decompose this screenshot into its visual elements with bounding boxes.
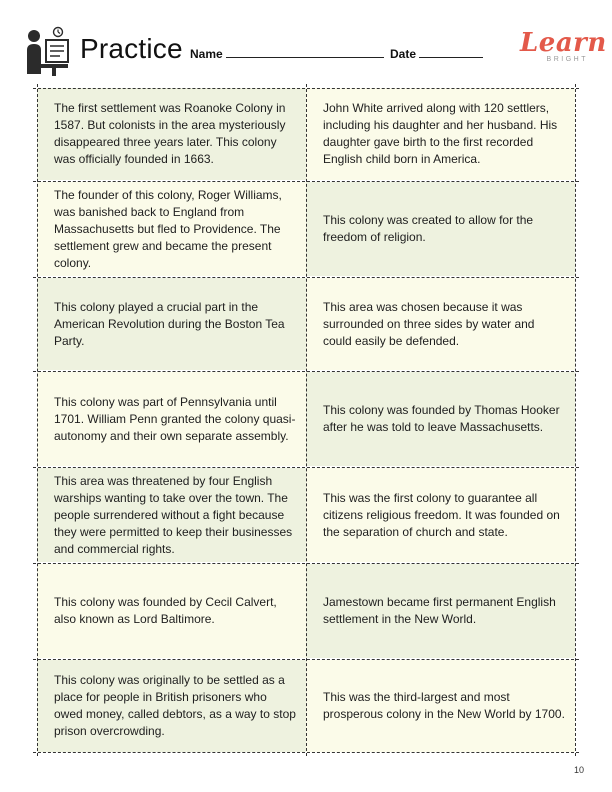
card-2-right (306, 182, 575, 276)
card-1-left (37, 88, 306, 180)
card-text: This was the first colony to guarantee all citizens religious freedom. It was founded on the separation of church and state. (323, 490, 560, 539)
card-4-left (37, 372, 306, 466)
date-line[interactable] (419, 47, 483, 58)
card-6-right (306, 564, 575, 658)
cut-line (37, 84, 38, 756)
card-3-right (306, 278, 575, 370)
page-title: Practice (80, 33, 183, 64)
logo-word: Learn (520, 28, 607, 58)
card-7-left (37, 660, 306, 752)
card-text: This colony played a crucial part in the American Revolution during the Boston Tea Party. (54, 299, 285, 348)
card-2-left (37, 182, 306, 276)
card-5-left (37, 468, 306, 562)
card-text: Jamestown became first permanent English settlement in the New World. (323, 595, 556, 626)
card-text: This colony was originally to be settled as a place for people in British prisoners who owed money, called debtors, as a way to stop prison overcrowding. (54, 673, 296, 738)
card-text: This colony was created to allow for the freedom of religion. (323, 213, 534, 244)
card-4-right (306, 372, 575, 466)
card-text: This was the third-largest and most prosperous colony in the New World by 1700. (323, 690, 565, 721)
date-label: Date (390, 47, 417, 61)
card-grid (37, 88, 575, 752)
name-field[interactable] (190, 47, 384, 61)
page-number: 10 (573, 765, 584, 775)
card-7-right (306, 660, 575, 752)
card-text: The first settlement was Roanoke Colony in 1587. But colonists in the area mysteriously disappeared three years later. This colony was officially founded in 1663. (54, 101, 286, 166)
student-at-desk-icon (26, 26, 70, 76)
card-5-right (306, 468, 575, 562)
cut-line (575, 84, 576, 756)
card-text: This colony was founded by Thomas Hooker after he was told to leave Massachusetts. (323, 403, 560, 434)
card-3-left (37, 278, 306, 370)
page-header (0, 0, 612, 82)
card-1-right (306, 88, 575, 180)
card-6-left (37, 564, 306, 658)
card-text: John White arrived along with 120 settlers, including his daughter and her husband. His daughter gave birth to the first recorded English child born in America. (323, 101, 558, 166)
card-text: The founder of this colony, Roger Williams, was banished back to England from Massachusetts but fled to Providence. The settlement grew and became the present colony. (54, 187, 282, 270)
name-label: Name (190, 47, 223, 61)
card-text: This colony was part of Pennsylvania until 1701. William Penn granted the colony quasi-autonomy and their own separate assembly. (54, 394, 296, 443)
date-field[interactable] (390, 47, 483, 61)
learn-bright-logo (520, 28, 607, 63)
cut-line (306, 84, 307, 756)
name-line[interactable] (226, 47, 384, 58)
card-text: This area was chosen because it was surrounded on three sides by water and could easily be defended. (323, 299, 535, 348)
card-text: This area was threatened by four English warships wanting to take over the town. The people surrendered without a fight because they were permitted to keep their businesses and commercial rights. (54, 473, 293, 556)
card-text: This colony was founded by Cecil Calvert, also known as Lord Baltimore. (54, 595, 277, 626)
logo-subtitle: BRIGHT (546, 56, 588, 63)
